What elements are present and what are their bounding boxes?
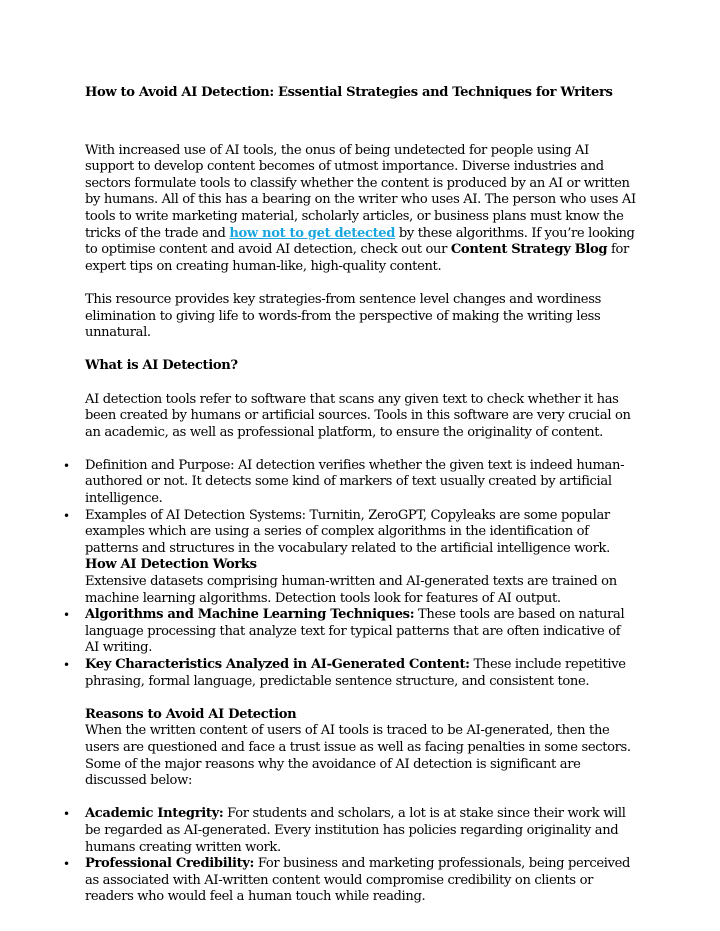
content-strategy-blog-text: Content Strategy Blog: [450, 242, 608, 258]
list-item-text: For students and scholars, a lot is at stake since their work will be regarded as AI-generated. Every institution has policies regarding originality and humans creating written work.: [85, 806, 626, 855]
list-item-label: Algorithms and Machine Learning Techniques:: [85, 607, 415, 623]
list-item: [63, 856, 637, 906]
how-ai-detection-works-text: Extensive datasets comprising human-written and AI-generated texts are trained on machine learning algorithms. Detection tools look for features of AI output.: [85, 574, 617, 606]
section-heading-reasons-to-avoid: Reasons to Avoid AI Detection: [85, 706, 297, 722]
list-item: [63, 507, 637, 608]
intro-text-end: for expert tips on creating human-like, high-quality content.: [85, 242, 629, 274]
intro-paragraph: [85, 143, 637, 276]
intro-text-cont: by these algorithms. If you’re looking to optimise content and avoid AI detection, check out our: [85, 225, 635, 258]
bullet-icon: •: [63, 658, 70, 672]
bullet-icon: •: [63, 807, 70, 822]
ai-detection-paragraph: AI detection tools refer to software that scans any given text to check whether it has been created by humans or artificial sources. Tools in this software are very crucial on an academic, as well as professional platform, to ensure the originality of content.: [85, 391, 631, 440]
document-body: [63, 85, 637, 906]
list-item: [63, 806, 637, 856]
list-item-text: Definition and Purpose: AI detection verifies whether the given text is indeed human-authored or not. It detects some kind of markers of text usually created by artificial intelligence.: [85, 457, 625, 507]
list-item: [63, 657, 637, 690]
list-item-text: Examples of AI Detection Systems: Turnitin, ZeroGPT, Copyleaks are some popular examples which are using a series of complex algorithms in the identification of patterns and structures in the vocabulary related to the artificial intelligence work.: [85, 507, 610, 556]
bullet-icon: •: [63, 508, 70, 523]
reasons-paragraph: When the written content of users of AI tools is traced to be AI-generated, then the users are questioned and face a trust issue as well as facing penalties in some sectors. Some of the major reasons why the avoidance of AI detection is significant are discussed below:: [85, 723, 631, 789]
section-heading-what-is-ai-detection: What is AI Detection?: [85, 358, 238, 374]
reasons-list: [63, 806, 637, 906]
list-item: [63, 457, 637, 508]
ai-detection-list: [63, 457, 637, 690]
list-item: [63, 607, 637, 657]
bullet-icon: •: [63, 458, 70, 473]
list-item-label: Key Characteristics Analyzed in AI-Generated Content:: [85, 657, 470, 672]
list-item-text: For business and marketing professionals, being perceived as associated with AI-written content would compromise credibility on clients or readers who would feel a human touch while reading.: [85, 856, 631, 905]
bullet-icon: •: [63, 857, 70, 872]
list-item-text: These include repetitive phrasing, formal language, predictable sentence structure, and consistent tone.: [85, 657, 626, 689]
resource-paragraph: This resource provides key strategies-from sentence level changes and wordiness elimination to giving life to words-from the perspective of making the writing less unnatural.: [85, 291, 601, 341]
document-title: How to Avoid AI Detection: Essential Strategies and Techniques for Writers: [85, 85, 613, 100]
how-not-to-get-detected-link[interactable]: how not to get detected: [229, 225, 396, 241]
subheading-how-ai-detection-works: How AI Detection Works: [85, 557, 257, 573]
intro-text: With increased use of AI tools, the onus of being undetected for people using AI support to develop content becomes of utmost importance. Diverse industries and sectors formulate tools to classify whether the content is produced by an AI or written by humans. All of this has a bearing on the writer who uses AI. The person who uses AI tools to write marketing material, scholarly articles, or business plans must know the tricks of the trade and: [85, 142, 636, 241]
list-item-text: These tools are based on natural language processing that analyze text for typical patterns that are often indicative of AI writing.: [85, 607, 625, 656]
list-item-label: Academic Integrity:: [85, 806, 224, 822]
bullet-icon: •: [63, 608, 70, 623]
list-item-label: Professional Credibility:: [85, 856, 255, 872]
